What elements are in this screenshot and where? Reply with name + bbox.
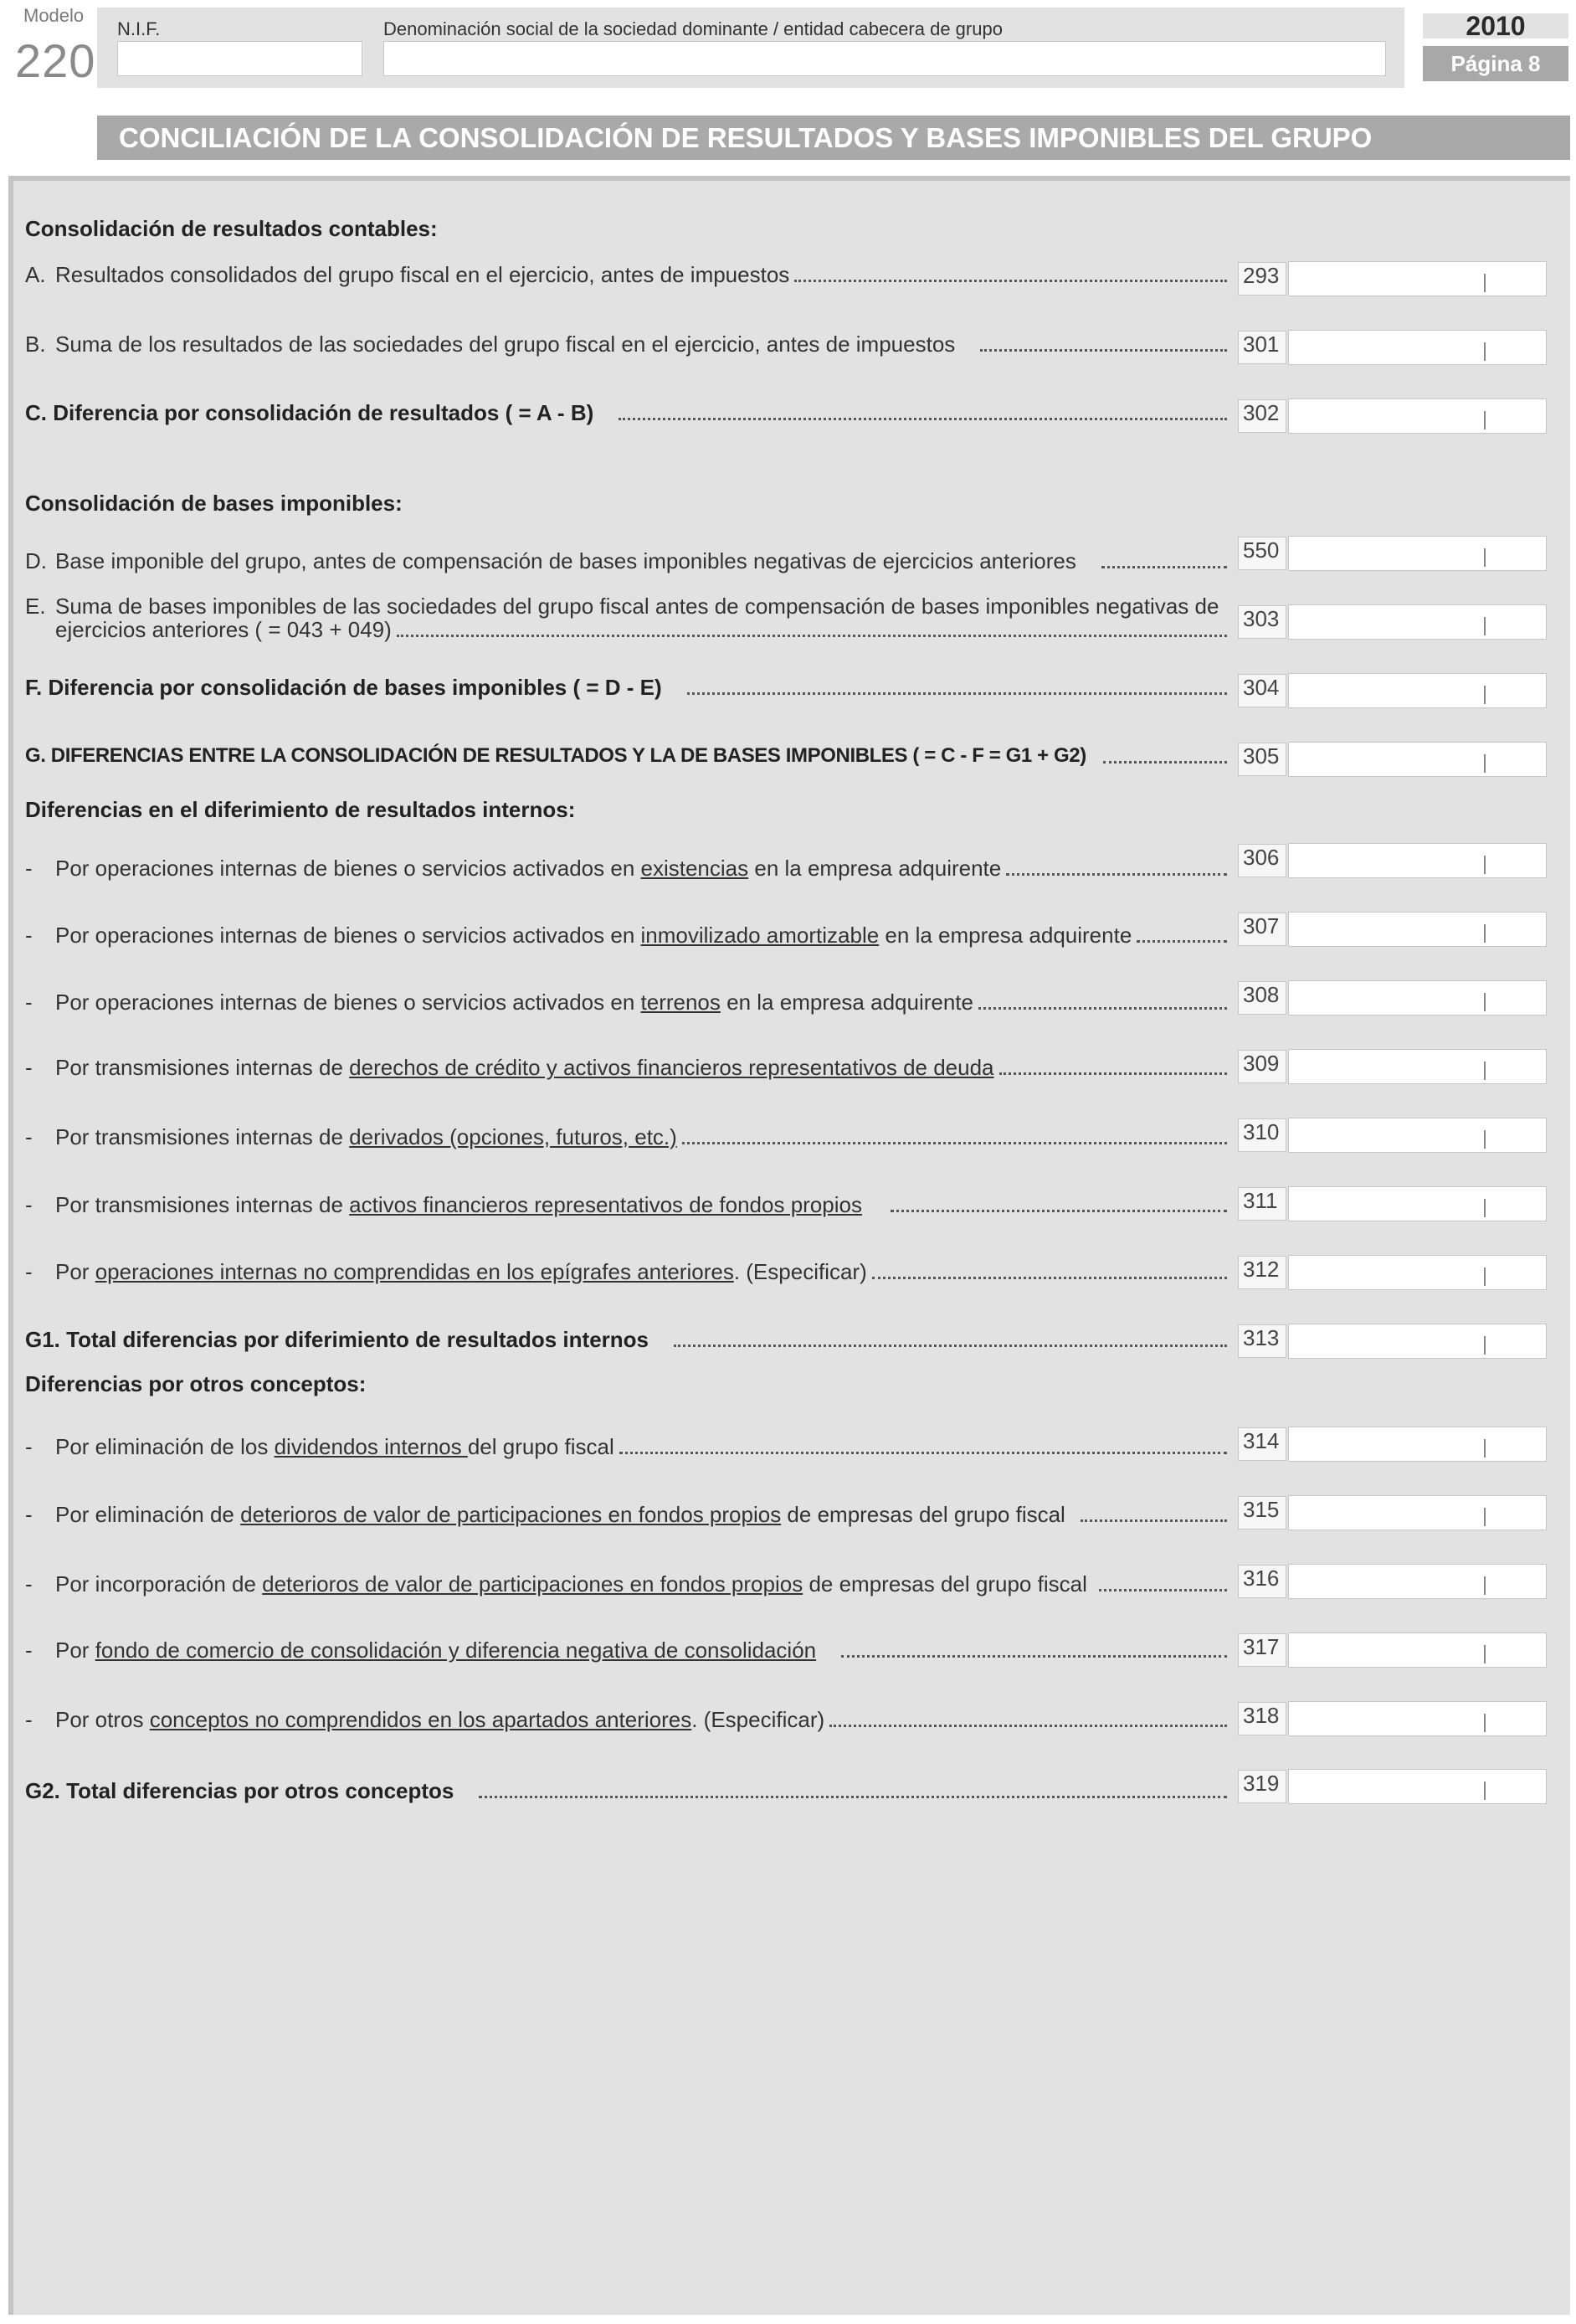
decimal-separator [1484,342,1486,361]
row-310 [25,1124,1227,1149]
decimal-separator [1484,1782,1486,1800]
box-code-304: 304 [1238,674,1286,707]
row-prefix: - [25,1502,33,1527]
box-code-550: 550 [1238,537,1286,570]
box-code-293: 293 [1238,262,1286,296]
row-label: ejercicios anteriores ( = 043 + 049) [55,617,392,642]
input-315[interactable] [1288,1495,1547,1530]
dot-leader [980,349,1227,352]
box-code-317: 317 [1238,1633,1286,1667]
row-label-underlined: deterioros de valor de participaciones en fondos propios [240,1502,782,1527]
row-label-underlined: derivados (opciones, futuros, etc.) [349,1124,677,1149]
row-label: en la empresa adquirente [879,923,1132,948]
denominacion-label: Denominación social de la sociedad dominante / entidad cabecera de grupo [383,18,1003,39]
row-label: Por transmisiones internas de [55,1192,350,1217]
row-label: C. Diferencia por consolidación de resultados ( = A - B) [25,400,594,425]
input-311[interactable] [1288,1186,1547,1221]
row-label-underlined: inmovilizado amortizable [640,923,880,948]
row-label-underlined: deterioros de valor de participaciones en fondos propios [262,1571,803,1596]
input-314[interactable] [1288,1427,1547,1462]
decimal-separator [1484,856,1486,874]
row-prefix: - [25,1192,33,1217]
input-307[interactable] [1288,912,1547,947]
row-label: Resultados consolidados del grupo fiscal en el ejercicio, antes de impuestos [55,262,790,287]
decimal-separator [1484,1062,1486,1080]
section-title-otros: Diferencias por otros conceptos: [25,1371,367,1396]
box-code-309: 309 [1238,1050,1286,1083]
row-prefix: B. [25,332,46,357]
row-305 [25,743,1227,769]
box-code-306: 306 [1238,844,1286,877]
box-code-301: 301 [1238,331,1286,364]
dot-leader [1006,873,1227,876]
dot-leader [619,1452,1227,1454]
row-label: . (Especificar) [691,1707,825,1732]
row-label: de empresas del grupo fiscal [803,1571,1087,1596]
dot-leader [1081,1519,1227,1522]
row-label: Por operaciones internas de bienes o servicios activados en [55,856,641,881]
row-label-underlined: activos financieros representativos de fondos propios [349,1192,862,1217]
box-code-316: 316 [1238,1565,1286,1598]
dot-leader [841,1655,1227,1658]
decimal-separator [1484,1714,1486,1732]
row-309 [25,1055,1227,1080]
decimal-separator [1484,1508,1486,1526]
box-code-318: 318 [1238,1702,1286,1735]
row-label: Suma de los resultados de las sociedades del grupo fiscal en el ejercicio, antes de impuestos [55,332,956,357]
decimal-separator [1484,924,1486,943]
input-319[interactable] [1288,1769,1547,1804]
row-293 [25,262,1227,287]
page-number-badge: Página 8 [1423,46,1568,81]
year-badge: 2010 [1466,11,1526,41]
row-prefix: - [25,1707,33,1732]
row-label-underlined: terrenos [640,990,721,1015]
row-label: en la empresa adquirente [720,990,973,1015]
decimal-separator [1484,274,1486,292]
box-code-311: 311 [1238,1187,1286,1221]
row-label-underlined: conceptos no comprendidos en los apartados anteriores [149,1707,692,1732]
row-prefix: - [25,1259,33,1284]
row-312 [25,1259,1227,1284]
decimal-separator [1484,1439,1486,1458]
box-code-305: 305 [1238,743,1286,776]
row-label-underlined: dividendos internos [274,1434,468,1459]
input-312[interactable] [1288,1255,1547,1290]
row-316 [25,1571,1227,1596]
row-label-underlined: fondo de comercio de consolidación y diferencia negativa de consolidación [95,1638,817,1663]
row-label: de empresas del grupo fiscal [781,1502,1065,1527]
box-code-319: 319 [1238,1770,1286,1803]
row-prefix: - [25,923,33,948]
dot-leader [999,1072,1227,1075]
dot-leader [829,1725,1227,1727]
row-307 [25,923,1227,948]
input-316[interactable] [1288,1564,1547,1599]
denominacion-field[interactable] [383,41,1386,76]
row-label: F. Diferencia por consolidación de bases imponibles ( = D - E) [25,675,662,700]
input-303[interactable] [1288,604,1547,640]
input-313[interactable] [1288,1324,1547,1359]
dot-leader [891,1210,1227,1212]
box-code-313: 313 [1238,1324,1286,1358]
row-306 [25,856,1227,881]
row-318 [25,1707,1227,1732]
row-308 [25,990,1227,1015]
modelo-number: 220 [15,34,96,87]
box-code-315: 315 [1238,1496,1286,1530]
row-prefix: - [25,1571,33,1596]
row-label: G1. Total diferencias por diferimiento de resultados internos [25,1327,649,1352]
row-label: Por transmisiones internas de [55,1055,350,1080]
row-label: Por eliminación de [55,1502,241,1527]
row-label: Por transmisiones internas de [55,1124,350,1149]
box-code-312: 312 [1238,1256,1286,1289]
row-prefix: - [25,1638,33,1663]
box-code-308: 308 [1238,981,1286,1015]
row-317 [25,1638,1227,1663]
input-317[interactable] [1288,1632,1547,1668]
decimal-separator [1484,411,1486,429]
input-301[interactable] [1288,330,1547,365]
dot-leader [872,1277,1227,1279]
row-311 [25,1192,1227,1217]
row-319 [25,1778,1227,1803]
decimal-separator [1484,617,1486,635]
input-305[interactable] [1288,742,1547,777]
row-label: en la empresa adquirente [748,856,1002,881]
input-318[interactable] [1288,1701,1547,1736]
row-313 [25,1327,1227,1352]
section-title-diferimiento: Diferencias en el diferimiento de resultados internos: [25,797,576,822]
row-prefix: - [25,1434,33,1459]
row-label: Por [55,1259,95,1284]
nif-label: N.I.F. [117,18,161,39]
decimal-separator [1484,1576,1486,1595]
row-label: . (Especificar) [733,1259,867,1284]
row-314 [25,1434,1227,1459]
input-304[interactable] [1288,673,1547,708]
row-label: Por eliminación de los [55,1434,275,1459]
dot-leader [978,1007,1227,1010]
row-label: G2. Total diferencias por otros conceptos [25,1778,454,1803]
row-label: Por [55,1638,95,1663]
dot-leader [687,692,1227,695]
dot-leader [674,1345,1227,1347]
nif-field[interactable] [117,41,362,76]
box-code-307: 307 [1238,913,1286,946]
row-301 [25,332,1227,357]
decimal-separator [1484,993,1486,1011]
input-293[interactable] [1288,261,1547,296]
input-308[interactable] [1288,980,1547,1015]
decimal-separator [1484,1336,1486,1355]
row-label-underlined: operaciones internas no comprendidas en los epígrafes anteriores [95,1259,734,1284]
row-label: Por otros [55,1707,150,1732]
row-550 [25,548,1227,573]
dot-leader [619,418,1227,420]
row-label: Por operaciones internas de bienes o servicios activados en [55,990,641,1015]
section-title-resultados: Consolidación de resultados contables: [25,216,438,241]
row-303-line2 [25,617,1227,642]
dot-leader [1099,1589,1227,1591]
input-550[interactable] [1288,536,1547,571]
box-code-302: 302 [1238,399,1286,433]
row-prefix: - [25,1055,33,1080]
row-302 [25,400,1227,425]
dot-leader [794,280,1227,282]
row-label: Suma de bases imponibles de las sociedades del grupo fiscal antes de compensación de bases imponibles negativas de [55,594,1219,619]
row-prefix: - [25,1124,33,1149]
dot-leader [1137,940,1227,943]
decimal-separator [1484,1199,1486,1217]
decimal-separator [1484,754,1486,773]
input-302[interactable] [1288,398,1547,434]
row-label: del grupo fiscal [467,1434,614,1459]
decimal-separator [1484,1130,1486,1149]
dot-leader [682,1142,1227,1144]
input-310[interactable] [1288,1118,1547,1153]
row-315 [25,1502,1227,1527]
dot-leader [397,635,1227,637]
dot-leader [1101,566,1227,568]
row-304 [25,675,1227,700]
modelo-label: Modelo [23,5,85,26]
row-label: Por operaciones internas de bienes o servicios activados en [55,923,641,948]
row-prefix: E. [25,594,46,619]
dot-leader [479,1796,1227,1798]
row-label-underlined: existencias [640,856,749,881]
box-code-310: 310 [1238,1118,1286,1152]
box-code-303: 303 [1238,605,1286,639]
box-code-314: 314 [1238,1427,1286,1461]
row-label-underlined: derechos de crédito y activos financieros representativos de deuda [349,1055,994,1080]
page-title: CONCILIACIÓN DE LA CONSOLIDACIÓN DE RESULTADOS Y BASES IMPONIBLES DEL GRUPO [97,116,1570,160]
row-prefix: D. [25,548,47,573]
row-prefix: - [25,856,33,881]
dot-leader [1103,761,1227,764]
decimal-separator [1484,1267,1486,1286]
row-label: Base imponible del grupo, antes de compensación de bases imponibles negativas de ejercicios anteriores [55,548,1076,573]
decimal-separator [1484,548,1486,567]
row-prefix: - [25,990,33,1015]
decimal-separator [1484,686,1486,704]
section-title-bases: Consolidación de bases imponibles: [25,491,403,516]
input-309[interactable] [1288,1049,1547,1084]
input-306[interactable] [1288,843,1547,878]
row-prefix: A. [25,262,46,287]
row-label: G. DIFERENCIAS ENTRE LA CONSOLIDACIÓN DE RESULTADOS Y LA DE BASES IMPONIBLES ( = C - F = G1 + G2) [25,744,1086,767]
row-303-line1 [25,594,1227,619]
decimal-separator [1484,1645,1486,1663]
row-label: Por incorporación de [55,1571,263,1596]
